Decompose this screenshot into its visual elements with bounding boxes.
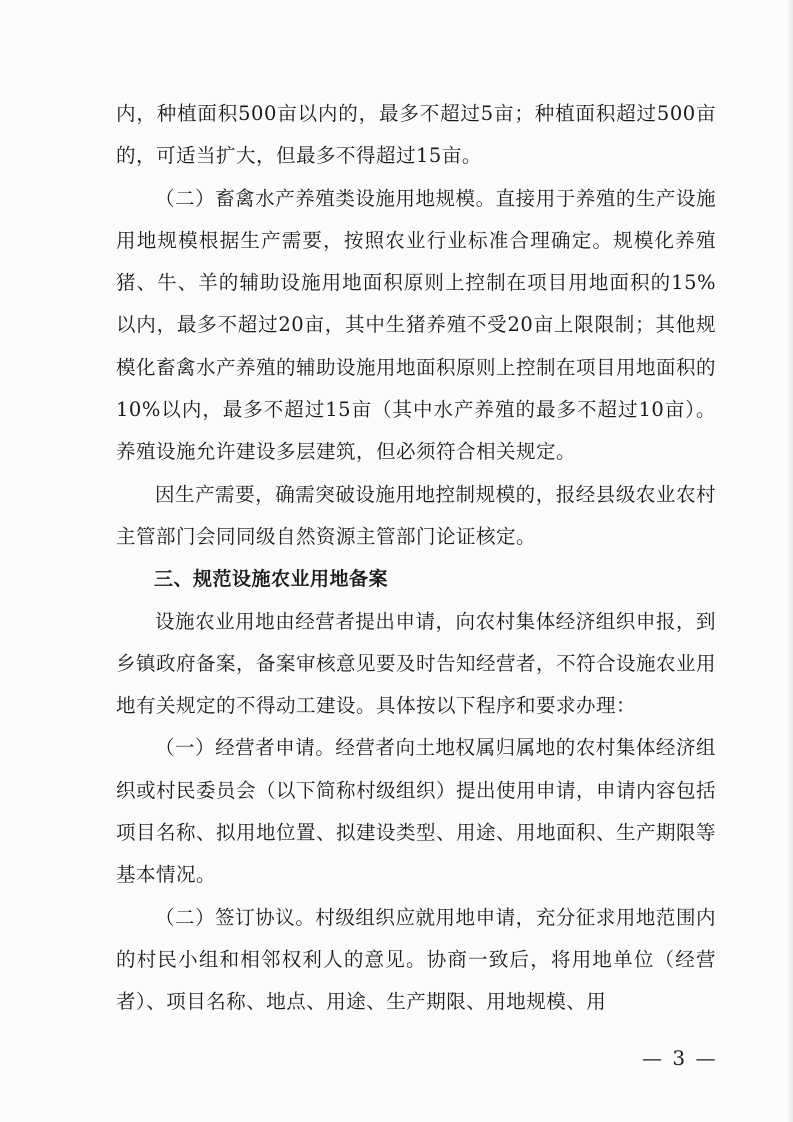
paragraph-sign-agreement: （二）签订协议。村级组织应就用地申请，充分征求用地范围内的村民小组和相邻权利人的意见。协商一致后，将用地单位（经营者）、项目名称、地点、用途、生产期限、用地规模、用 (116, 905, 716, 1014)
section-heading-filing: 三、规范设施农业用地备案 (154, 568, 389, 591)
paragraph-filing-intro: 设施农业用地由经营者提出申请，向农村集体经济组织申报，到乡镇政府备案，备案审核意见要及时告知经营者，不符合设施农业用地有关规定的不得动工建设。具体按以下程序和要求办理： (116, 609, 717, 718)
paragraph-operator-application: （一）经营者申请。经营者向土地权属归属地的农村集体经济组织或村民委员会（以下简称村级组织）提出使用申请，申请内容包括项目名称、拟用地位置、拟建设类型、用途、用地面积、生产期限等基本情况。 (116, 736, 717, 887)
paragraph-continuation: 内，种植面积500亩以内的，最多不超过5亩；种植面积超过500亩的，可适当扩大，但最多不得超过15亩。 (116, 102, 716, 168)
paragraph-exceed-scale: 因生产需要，确需突破设施用地控制规模的，报经县级农业农村主管部门会同同级自然资源主管部门论证核定。 (116, 482, 716, 548)
scan-edge-shadow (787, 0, 793, 1122)
page-number: — 3 — (642, 1046, 718, 1070)
paragraph-livestock-scale: （二）畜禽水产养殖类设施用地规模。直接用于养殖的生产设施用地规模根据生产需要，按照农业行业标准合理确定。规模化养殖猪、牛、羊的辅助设施用地面积原则上控制在项目用地面积的15%以内，最多不超过20亩，其中生猪养殖不受20亩上限限制；其他规模化畜禽水产养殖的辅助设施用地面积原则上控制在项目用地面积的10%以内，最多不超过15亩（其中水产养殖的最多不超过10亩）。养殖设施允许建设多层建筑，但必须符合相关规定。 (116, 186, 717, 464)
body-text (116, 93, 716, 1024)
